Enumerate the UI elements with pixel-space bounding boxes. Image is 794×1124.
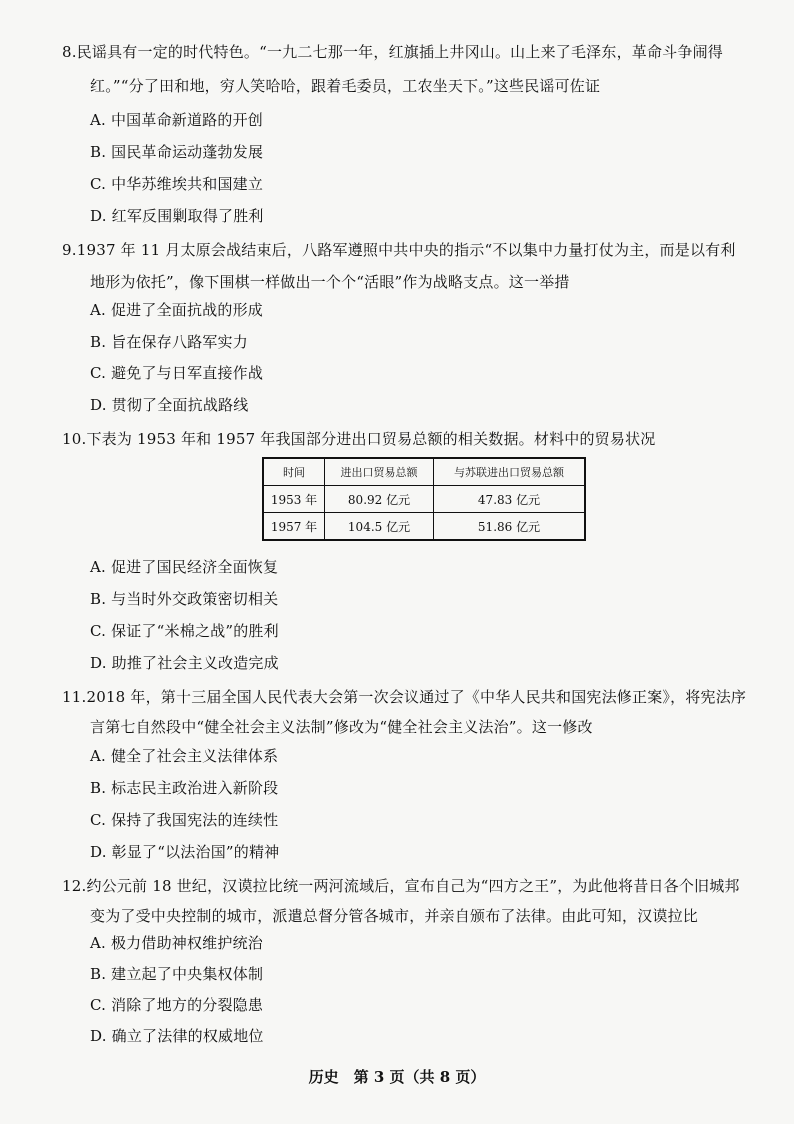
q11-option-b: B. 标志民主政治进入新阶段 [90, 779, 279, 797]
q11-option-c: C. 保持了我国宪法的连续性 [90, 811, 279, 829]
q8-stem-line2: 红。”“分了田和地，穷人笑哈哈，跟着毛委员，工农坐天下。”这些民谣可佐证 [90, 77, 601, 95]
table-cell: 51.86 亿元 [434, 513, 585, 541]
q10-option-c: C. 保证了“米棉之战”的胜利 [90, 622, 279, 640]
q10-stem-line1: 10.下表为 1953 年和 1957 年我国部分进出口贸易总额的相关数据。材料中的贸易状况 [62, 430, 656, 448]
table-row [263, 513, 585, 541]
table-cell: 47.83 亿元 [434, 486, 585, 513]
q8-stem-line1: 8.民谣具有一定的时代特色。“一九二七那一年，红旗插上井冈山。山上来了毛泽东，革命斗争闹得 [62, 43, 723, 61]
q9-option-a: A. 促进了全面抗战的形成 [90, 301, 263, 319]
page-footer: 历史 第 3 页（共 8 页） [308, 1068, 486, 1086]
table-cell: 104.5 亿元 [325, 513, 434, 541]
q11-stem-line1: 11.2018 年，第十三届全国人民代表大会第一次会议通过了《中华人民共和国宪法修正案》，将宪法序 [62, 688, 747, 706]
table-cell: 1957 年 [263, 513, 325, 541]
q9-option-c: C. 避免了与日军直接作战 [90, 364, 264, 382]
table-header-cell: 时间 [263, 458, 325, 486]
trade-data-table [262, 457, 586, 541]
q10-option-d: D. 助推了社会主义改造完成 [90, 654, 279, 672]
q11-option-a: A. 健全了社会主义法律体系 [90, 747, 279, 765]
table-header-cell: 进出口贸易总额 [325, 458, 434, 486]
q9-stem-line1: 9.1937 年 11 月太原会战结束后，八路军遵照中共中央的指示“不以集中力量打仗为主，而是以有利 [62, 241, 736, 259]
q12-stem-line2: 变为了受中央控制的城市，派遣总督分管各城市，并亲自颁布了法律。由此可知，汉谟拉比 [90, 907, 699, 925]
q8-option-b: B. 国民革命运动蓬勃发展 [90, 143, 264, 161]
q12-option-a: A. 极力借助神权维护统治 [90, 934, 263, 952]
table-header-cell: 与苏联进出口贸易总额 [434, 458, 585, 486]
q9-option-b: B. 旨在保存八路军实力 [90, 333, 248, 351]
q8-option-a: A. 中国革命新道路的开创 [90, 111, 263, 129]
q12-option-b: B. 建立起了中央集权体制 [90, 965, 264, 983]
q10-option-b: B. 与当时外交政策密切相关 [90, 590, 279, 608]
table-header-row [263, 458, 585, 486]
q8-option-c: C. 中华苏维埃共和国建立 [90, 175, 264, 193]
q9-stem-line2: 地形为依托”，像下围棋一样做出一个个“活眼”作为战略支点。这一举措 [90, 273, 570, 291]
q11-stem-line2: 言第七自然段中“健全社会主义法制”修改为“健全社会主义法治”。这一修改 [90, 718, 593, 736]
q12-stem-line1: 12.约公元前 18 世纪，汉谟拉比统一两河流域后，宣布自己为“四方之王”，为此他将昔日各个旧城邦 [62, 877, 740, 895]
table-row [263, 486, 585, 513]
q12-option-c: C. 消除了地方的分裂隐患 [90, 996, 264, 1014]
table-cell: 80.92 亿元 [325, 486, 434, 513]
table-cell: 1953 年 [263, 486, 325, 513]
q11-option-d: D. 彰显了“以法治国”的精神 [90, 843, 280, 861]
q8-option-d: D. 红军反围剿取得了胜利 [90, 207, 264, 225]
q9-option-d: D. 贯彻了全面抗战路线 [90, 396, 249, 414]
q12-option-d: D. 确立了法律的权威地位 [90, 1027, 264, 1045]
q10-option-a: A. 促进了国民经济全面恢复 [90, 558, 279, 576]
